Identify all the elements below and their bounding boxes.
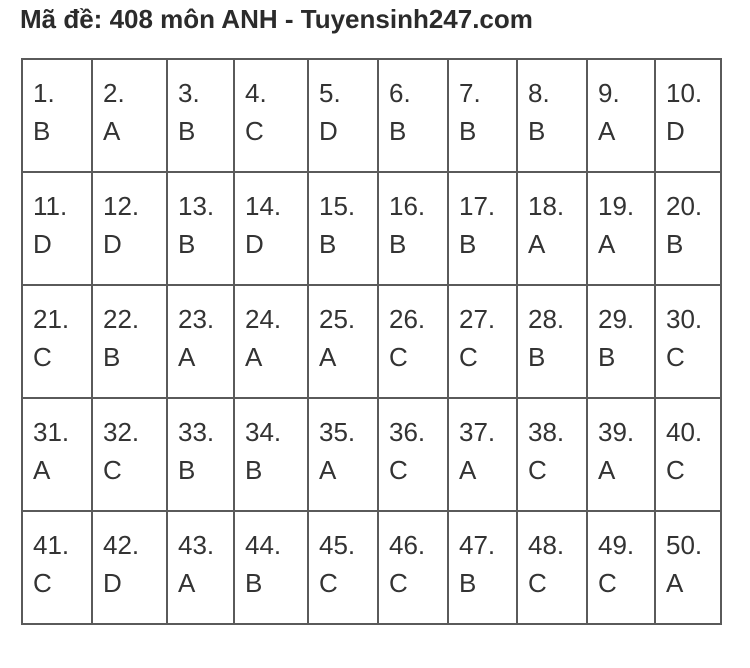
question-number: 17. <box>459 191 496 221</box>
answer-cell <box>448 172 517 285</box>
answer-cell-content <box>93 399 166 489</box>
answer-cell <box>655 398 721 511</box>
answer-letter: C <box>389 455 408 485</box>
answer-cell-content <box>379 399 447 489</box>
answer-cell-content <box>235 286 307 376</box>
answer-cell-content <box>235 512 307 602</box>
answer-cell-content <box>23 512 91 602</box>
answer-cell-content <box>518 173 586 263</box>
answer-letter: A <box>598 116 616 146</box>
answer-cell-content <box>309 60 377 150</box>
answer-cell <box>22 398 92 511</box>
answer-cell-content <box>656 512 720 602</box>
answer-letter: C <box>33 342 52 372</box>
answer-letter: B <box>598 342 616 372</box>
question-number: 20. <box>666 191 703 221</box>
answer-letter: D <box>103 568 122 598</box>
question-number: 16. <box>389 191 426 221</box>
answer-cell-content <box>656 60 720 150</box>
answer-cell <box>22 59 92 172</box>
answer-cell <box>378 285 448 398</box>
answer-cell <box>308 59 378 172</box>
answer-cell-content <box>449 512 516 602</box>
question-number: 9. <box>598 78 620 108</box>
answer-cell <box>378 59 448 172</box>
question-number: 2. <box>103 78 125 108</box>
answer-cell-content <box>449 399 516 489</box>
answer-letter: A <box>103 116 121 146</box>
question-number: 8. <box>528 78 550 108</box>
question-number: 7. <box>459 78 481 108</box>
answer-cell <box>378 511 448 624</box>
answer-cell-content <box>309 286 377 376</box>
answer-cell-content <box>235 399 307 489</box>
answer-cell <box>308 285 378 398</box>
answer-cell <box>234 285 308 398</box>
answer-letter: C <box>103 455 122 485</box>
answer-cell-content <box>309 512 377 602</box>
answer-cell-content <box>656 286 720 376</box>
answer-cell <box>655 511 721 624</box>
answer-key-table <box>21 58 722 625</box>
answer-cell-content <box>168 286 233 376</box>
question-number: 31. <box>33 417 70 447</box>
answer-cell-content <box>588 512 654 602</box>
answer-cell <box>517 285 587 398</box>
question-number: 14. <box>245 191 282 221</box>
question-number: 5. <box>319 78 341 108</box>
answer-cell <box>234 59 308 172</box>
answer-letter: C <box>319 568 338 598</box>
answer-letter: B <box>245 568 263 598</box>
answer-letter: C <box>598 568 617 598</box>
answer-cell-content <box>379 286 447 376</box>
question-number: 50. <box>666 530 703 560</box>
answer-cell <box>234 398 308 511</box>
question-number: 23. <box>178 304 215 334</box>
answer-cell <box>234 511 308 624</box>
answer-cell-content <box>379 512 447 602</box>
answer-cell-content <box>93 286 166 376</box>
answer-cell-content <box>23 399 91 489</box>
question-number: 11. <box>33 191 68 221</box>
answer-cell <box>448 398 517 511</box>
answer-row <box>22 59 721 172</box>
question-number: 33. <box>178 417 215 447</box>
answer-cell-content <box>168 173 233 263</box>
answer-letter: C <box>459 342 478 372</box>
question-number: 40. <box>666 417 703 447</box>
answer-cell-content <box>588 173 654 263</box>
answer-cell-content <box>449 173 516 263</box>
answer-cell-content <box>449 60 516 150</box>
answer-cell <box>448 285 517 398</box>
answer-letter: B <box>319 229 337 259</box>
question-number: 13. <box>178 191 215 221</box>
answer-letter: A <box>598 229 616 259</box>
answer-letter: C <box>528 568 547 598</box>
answer-cell <box>308 398 378 511</box>
answer-cell-content <box>235 60 307 150</box>
answer-letter: B <box>178 229 196 259</box>
question-number: 12. <box>103 191 140 221</box>
question-number: 41. <box>33 530 70 560</box>
answer-letter: C <box>528 455 547 485</box>
answer-row <box>22 398 721 511</box>
question-number: 6. <box>389 78 411 108</box>
answer-cell <box>655 59 721 172</box>
answer-letter: C <box>245 116 264 146</box>
answer-cell-content <box>23 60 91 150</box>
answer-letter: B <box>245 455 263 485</box>
answer-letter: B <box>389 229 407 259</box>
question-number: 44. <box>245 530 282 560</box>
answer-letter: C <box>389 342 408 372</box>
answer-letter: D <box>103 229 122 259</box>
question-number: 21. <box>33 304 70 334</box>
answer-cell <box>587 285 655 398</box>
answer-cell <box>655 285 721 398</box>
question-number: 15. <box>319 191 356 221</box>
answer-cell <box>22 285 92 398</box>
answer-row <box>22 511 721 624</box>
answer-cell <box>587 172 655 285</box>
answer-cell <box>517 398 587 511</box>
answer-letter: A <box>178 342 196 372</box>
answer-cell-content <box>93 512 166 602</box>
answer-letter: B <box>666 229 684 259</box>
answer-cell-content <box>449 286 516 376</box>
answer-cell-content <box>518 399 586 489</box>
answer-cell-content <box>168 60 233 150</box>
answer-letter: B <box>528 116 546 146</box>
answer-cell-content <box>235 173 307 263</box>
answer-cell-content <box>588 399 654 489</box>
question-number: 47. <box>459 530 496 560</box>
answer-cell <box>378 172 448 285</box>
answer-cell-content <box>168 399 233 489</box>
question-number: 42. <box>103 530 140 560</box>
answer-letter: D <box>319 116 338 146</box>
answer-cell <box>517 511 587 624</box>
question-number: 36. <box>389 417 426 447</box>
answer-cell <box>655 172 721 285</box>
answer-cell <box>167 172 234 285</box>
answer-cell <box>92 511 167 624</box>
question-number: 3. <box>178 78 200 108</box>
answer-cell <box>587 398 655 511</box>
answer-letter: C <box>666 455 685 485</box>
answer-cell <box>167 285 234 398</box>
answer-cell <box>234 172 308 285</box>
answer-letter: B <box>178 455 196 485</box>
question-number: 45. <box>319 530 356 560</box>
question-number: 39. <box>598 417 635 447</box>
answer-cell <box>167 59 234 172</box>
answer-letter: D <box>666 116 685 146</box>
answer-cell-content <box>93 60 166 150</box>
answer-cell-content <box>588 286 654 376</box>
answer-cell <box>92 59 167 172</box>
answer-row <box>22 285 721 398</box>
answer-letter: D <box>33 229 52 259</box>
answer-cell-content <box>518 60 586 150</box>
answer-letter: D <box>245 229 264 259</box>
answer-cell <box>308 172 378 285</box>
question-number: 1. <box>33 78 55 108</box>
answer-cell-content <box>23 173 91 263</box>
question-number: 32. <box>103 417 140 447</box>
question-number: 35. <box>319 417 356 447</box>
question-number: 27. <box>459 304 496 334</box>
answer-cell-content <box>23 286 91 376</box>
question-number: 46. <box>389 530 426 560</box>
answer-cell-content <box>309 399 377 489</box>
answer-cell-content <box>518 286 586 376</box>
answer-letter: B <box>178 116 196 146</box>
answer-cell <box>92 172 167 285</box>
answer-cell <box>22 511 92 624</box>
question-number: 34. <box>245 417 282 447</box>
answer-letter: A <box>666 568 684 598</box>
answer-cell <box>587 511 655 624</box>
answer-cell-content <box>656 399 720 489</box>
question-number: 19. <box>598 191 635 221</box>
answer-cell-content <box>309 173 377 263</box>
answer-cell <box>308 511 378 624</box>
answer-letter: B <box>459 568 477 598</box>
answer-letter: B <box>528 342 546 372</box>
answer-letter: A <box>178 568 196 598</box>
answer-letter: A <box>459 455 477 485</box>
question-number: 29. <box>598 304 635 334</box>
answer-letter: A <box>528 229 546 259</box>
answer-cell-content <box>168 512 233 602</box>
question-number: 43. <box>178 530 215 560</box>
answer-cell <box>22 172 92 285</box>
answer-row <box>22 172 721 285</box>
answer-cell <box>448 511 517 624</box>
page-title: Mã đề: 408 môn ANH - Tuyensinh247.com <box>20 4 533 34</box>
question-number: 28. <box>528 304 565 334</box>
answer-cell <box>378 398 448 511</box>
answer-letter: B <box>33 116 51 146</box>
answer-cell <box>517 172 587 285</box>
question-number: 10. <box>666 78 703 108</box>
answer-cell <box>517 59 587 172</box>
answer-cell <box>587 59 655 172</box>
answer-cell-content <box>518 512 586 602</box>
answer-cell <box>92 398 167 511</box>
answer-cell <box>92 285 167 398</box>
answer-cell-content <box>379 173 447 263</box>
answer-letter: C <box>389 568 408 598</box>
answer-letter: A <box>598 455 616 485</box>
answer-letter: B <box>459 116 477 146</box>
answer-letter: B <box>389 116 407 146</box>
answer-letter: A <box>319 342 337 372</box>
answer-cell-content <box>656 173 720 263</box>
answer-cell <box>167 511 234 624</box>
question-number: 48. <box>528 530 565 560</box>
answer-cell <box>167 398 234 511</box>
question-number: 24. <box>245 304 282 334</box>
answer-letter: B <box>459 229 477 259</box>
question-number: 38. <box>528 417 565 447</box>
question-number: 22. <box>103 304 140 334</box>
answer-letter: B <box>103 342 121 372</box>
answer-cell-content <box>588 60 654 150</box>
answer-letter: A <box>245 342 263 372</box>
answer-letter: A <box>319 455 337 485</box>
question-number: 37. <box>459 417 496 447</box>
question-number: 4. <box>245 78 267 108</box>
question-number: 30. <box>666 304 703 334</box>
answer-cell <box>448 59 517 172</box>
question-number: 18. <box>528 191 565 221</box>
question-number: 26. <box>389 304 426 334</box>
answer-letter: C <box>666 342 685 372</box>
question-number: 25. <box>319 304 356 334</box>
question-number: 49. <box>598 530 635 560</box>
answer-letter: A <box>33 455 51 485</box>
answer-letter: C <box>33 568 52 598</box>
answer-cell-content <box>93 173 166 263</box>
answer-cell-content <box>379 60 447 150</box>
